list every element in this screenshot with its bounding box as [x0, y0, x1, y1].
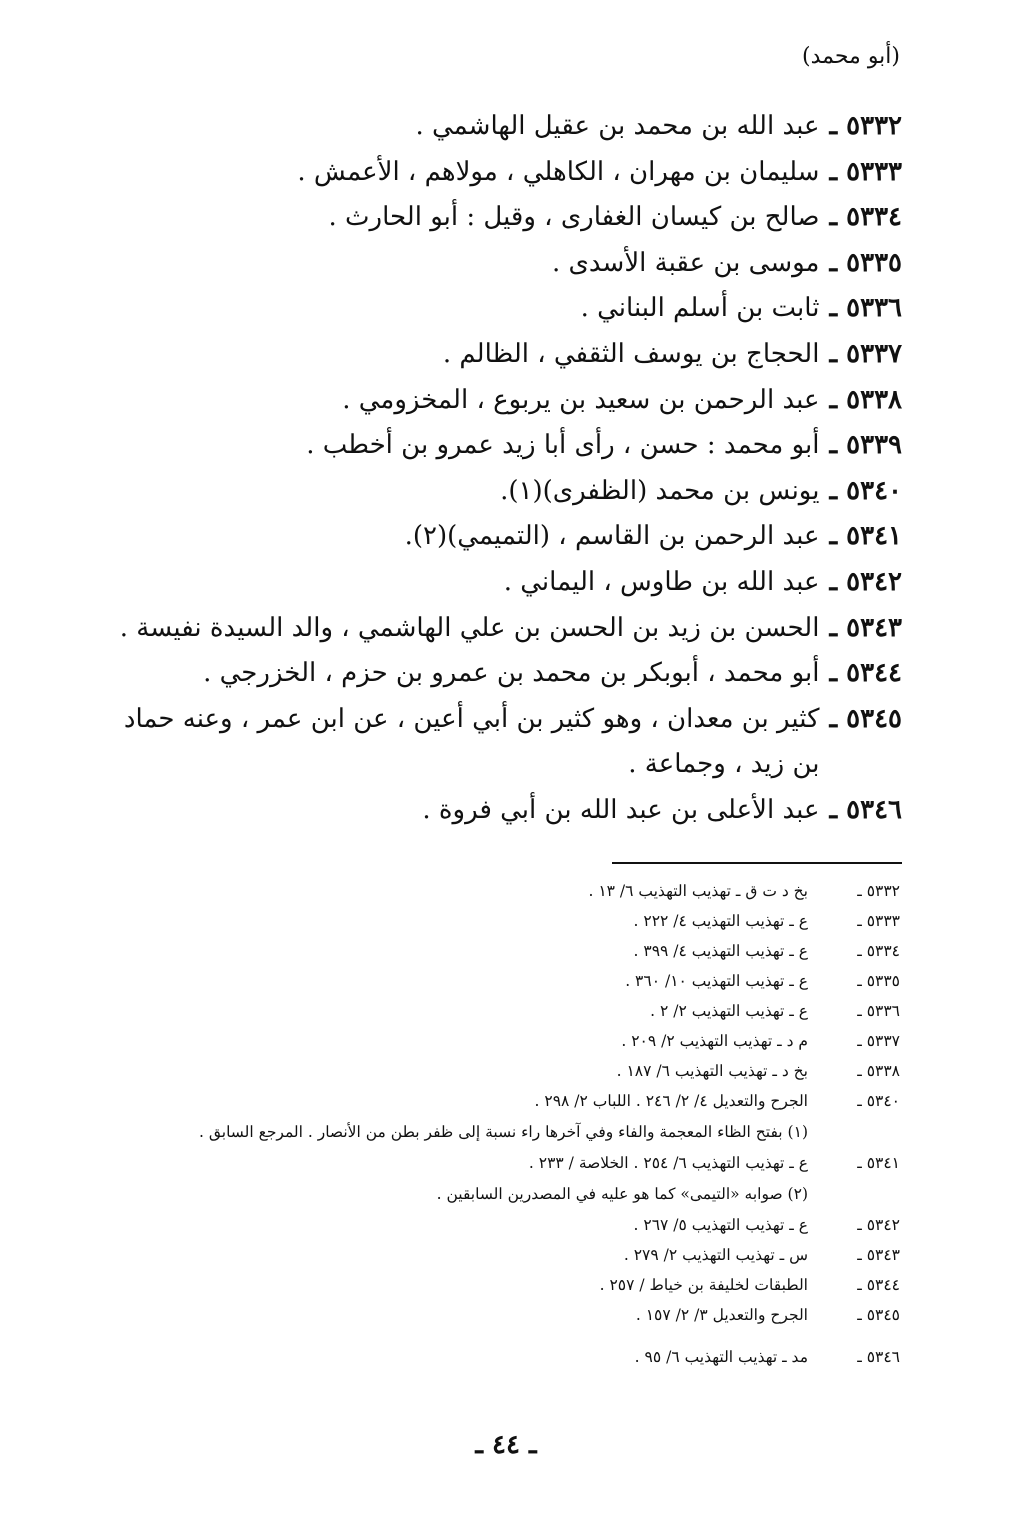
entry-text: عبد الأعلى بن عبد الله بن أبي فروة . [422, 794, 820, 825]
entry-number: ٥٣٣٢ ـ [829, 111, 902, 141]
note-number: ٥٣٤٥ ـ [857, 1306, 900, 1324]
note-row [140, 1240, 900, 1270]
entry-text: الحسن بن زيد بن الحسن بن علي الهاشمي ، والد السيدة نفيسة . [119, 612, 820, 643]
note-text: الطبقات لخليفة بن خياط / ٢٥٧ . [599, 1276, 808, 1294]
note-number: ٥٣٤٠ ـ [857, 1092, 900, 1110]
note-number: ٥٣٤٣ ـ [857, 1246, 900, 1264]
note-number: ٥٣٣٧ ـ [857, 1032, 900, 1050]
entry-number: ٥٣٤٦ ـ [829, 794, 902, 825]
entry-number: ٥٣٣٣ ـ [829, 156, 902, 187]
entry-number: ٥٣٤١ ـ [829, 521, 902, 552]
note-number: ٥٣٣٨ ـ [857, 1062, 900, 1080]
note-text: ع ـ تهذيب التهذيب ٦/ ٢٥٤ . الخلاصة / ٢٣٣ . [528, 1154, 808, 1172]
running-header: (أبو محمد) [801, 44, 900, 69]
entry [102, 697, 902, 788]
note-row [140, 1210, 900, 1240]
entry-number: ٥٣٣٦ ـ [829, 293, 902, 324]
note-row [140, 1148, 900, 1178]
entry [102, 514, 902, 560]
entry [102, 378, 902, 424]
note-text: ع ـ تهذيب التهذيب ١٠/ ٣٦٠ . [625, 972, 808, 990]
entry-text: عبد الرحمن بن سعيد بن يربوع ، المخزومي . [342, 384, 820, 415]
note-row [140, 1086, 900, 1116]
entry-text: الحجاج بن يوسف الثقفي ، الظالم . [442, 338, 820, 369]
note-number: ٥٣٣٦ ـ [857, 1002, 900, 1020]
entry-text: عبد الله بن طاوس ، اليماني . [503, 566, 820, 597]
entry-number: ٥٣٣٩ ـ [829, 430, 902, 461]
note-text: ع ـ تهذيب التهذيب ٤/ ٢٢٢ . [633, 912, 808, 930]
entry-number: ٥٣٤٢ ـ [829, 566, 902, 597]
note-text: ع ـ تهذيب التهذيب ٥/ ٢٦٧ . [633, 1216, 808, 1234]
note-row [140, 1300, 900, 1330]
note-number: ٥٣٤٤ ـ [857, 1276, 900, 1294]
entry [102, 195, 902, 241]
note-text: بخ د ـ تهذيب التهذيب ٦/ ١٨٧ . [616, 1062, 808, 1080]
note-number: ٥٣٤٢ ـ [857, 1216, 900, 1234]
entry-text: أبو محمد ، أبوبكر بن محمد بن عمرو بن حزم ، الخزرجي . [203, 658, 820, 689]
entry [102, 651, 902, 697]
note-row [140, 1342, 900, 1372]
note-number: ٥٣٣٥ ـ [857, 972, 900, 990]
entry-text: يونس بن محمد (الظفرى)(١). [500, 475, 820, 506]
footnotes [140, 876, 900, 1372]
footnote-text: (١) بفتح الظاء المعجمة والفاء وفي آخرها راء نسبة إلى ظفر بطن من الأنصار . المرجع السابق . [198, 1123, 808, 1141]
entry-text: سليمان بن مهران ، الكاهلي ، مولاهم ، الأعمش . [297, 156, 820, 187]
entry-number: ٥٣٣٥ ـ [829, 247, 902, 278]
entry-text: موسى بن عقبة الأسدى . [552, 247, 820, 278]
note-text: س ـ تهذيب التهذيب ٢/ ٢٧٩ . [623, 1246, 808, 1264]
page-number: ـ ٤٤ ـ [475, 1430, 537, 1460]
note-number: ٥٣٤٦ ـ [857, 1348, 900, 1366]
entry [102, 150, 902, 196]
entry-text: صالح بن كيسان الغفارى ، وقيل : أبو الحارث . [328, 202, 820, 233]
entry [102, 423, 902, 469]
note-text: الجرح والتعديل ٣/ ٢/ ١٥٧ . [635, 1306, 808, 1324]
entry-number: ٥٣٣٤ ـ [829, 202, 902, 233]
entry-number: ٥٣٤٥ ـ [829, 703, 902, 734]
note-number: ٥٣٣٣ ـ [857, 912, 900, 930]
note-row [140, 1270, 900, 1300]
note-number: ٥٣٤١ ـ [857, 1154, 900, 1172]
note-row [140, 996, 900, 1026]
entry-text: عبد الله بن محمد بن عقيل الهاشمي . [415, 111, 820, 141]
note-row [140, 876, 900, 906]
entry-number: ٥٣٤٣ ـ [829, 612, 902, 643]
entry-number: ٥٣٤٤ ـ [829, 658, 902, 689]
note-text: ع ـ تهذيب التهذيب ٢/ ٢ . [650, 1002, 808, 1020]
entry [102, 560, 902, 606]
note-number: ٥٣٣٢ ـ [857, 882, 900, 900]
entry-number: ٥٣٤٠ ـ [829, 475, 902, 506]
entry [102, 332, 902, 378]
entry-text: ثابت بن أسلم البناني . [580, 293, 820, 324]
entry [102, 104, 902, 150]
note-row [140, 1026, 900, 1056]
entry-number: ٥٣٣٨ ـ [829, 384, 902, 415]
note-text: الجرح والتعديل ٤/ ٢/ ٢٤٦ . اللباب ٢/ ٢٩٨ . [534, 1092, 808, 1110]
footnote-text: (٢) صوابه «التيمى» كما هو عليه في المصدرين السابقين . [436, 1185, 808, 1203]
note-text: مد ـ تهذيب التهذيب ٦/ ٩٥ . [634, 1348, 808, 1366]
note-text: ع ـ تهذيب التهذيب ٤/ ٣٩٩ . [633, 942, 808, 960]
note-number: ٥٣٣٤ ـ [857, 942, 900, 960]
entry [102, 788, 902, 834]
entry [102, 241, 902, 287]
note-text: بخ د ت ق ـ تهذيب التهذيب ٦/ ١٣ . [588, 882, 808, 900]
entry-text: عبد الرحمن بن القاسم ، (التميمي)(٢). [404, 521, 820, 552]
entries-list [102, 104, 902, 834]
footnote-divider [612, 862, 902, 864]
note-row [140, 906, 900, 936]
note-row [140, 936, 900, 966]
entry [102, 469, 902, 515]
note-row [140, 1056, 900, 1086]
entry-text: أبو محمد : حسن ، رأى أبا زيد عمرو بن أخطب . [306, 430, 820, 461]
entry-text: كثير بن معدان ، وهو كثير بن أبي أعين ، عن ابن عمر ، وعنه حماد بن زيد ، وجماعة . [123, 703, 820, 780]
note-text: م د ـ تهذيب التهذيب ٢/ ٢٠٩ . [621, 1032, 808, 1050]
entry-number: ٥٣٣٧ ـ [829, 338, 902, 369]
note-row [140, 966, 900, 996]
entry [102, 286, 902, 332]
entry [102, 606, 902, 652]
